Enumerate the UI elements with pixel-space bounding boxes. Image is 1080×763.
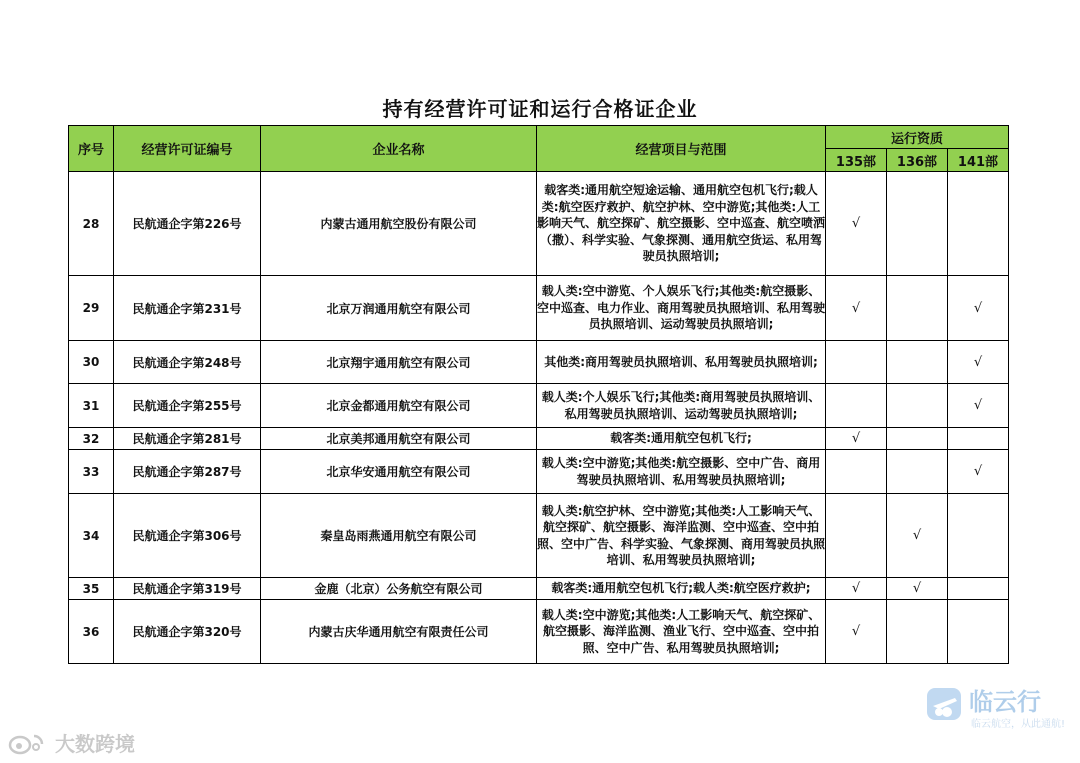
row-q141-check [948, 578, 1009, 600]
header-no: 序号 [69, 126, 114, 172]
table-row [69, 494, 1009, 578]
row-q135-check [826, 494, 887, 578]
row-q141-check: √ [948, 450, 1009, 494]
row-company: 北京翔宇通用航空有限公司 [261, 341, 537, 384]
row-company: 北京美邦通用航空有限公司 [261, 428, 537, 450]
header-scope: 经营项目与范围 [537, 126, 826, 172]
plane-cloud-icon [925, 684, 965, 724]
watermark-name: 临云行 [969, 688, 1041, 716]
watermark-logo-left [8, 728, 135, 758]
weibo-icon [8, 730, 48, 756]
row-license: 民航通企字第231号 [114, 276, 261, 341]
row-q136-check [887, 450, 948, 494]
row-license: 民航通企字第248号 [114, 341, 261, 384]
row-scope: 载人类:空中游览;其他类:航空摄影、空中广告、商用驾驶员执照培训、私用驾驶员执照培训; [537, 450, 826, 494]
row-q135-check [826, 384, 887, 428]
row-company: 北京金都通用航空有限公司 [261, 384, 537, 428]
row-company: 金鹿（北京）公务航空有限公司 [261, 578, 537, 600]
row-q136-check [887, 276, 948, 341]
header-q141: 141部 [948, 149, 1009, 172]
row-q135-check: √ [826, 600, 887, 664]
row-q141-check: √ [948, 384, 1009, 428]
row-scope: 载人类:航空护林、空中游览;其他类:人工影响天气、航空探矿、航空摄影、海洋监测、空中巡查、空中拍照、空中广告、科学实验、气象探测、商用驾驶员执照培训、私用驾驶员执照培训; [537, 494, 826, 578]
row-company: 内蒙古庆华通用航空有限责任公司 [261, 600, 537, 664]
row-no: 36 [69, 600, 114, 664]
row-no: 28 [69, 172, 114, 276]
row-q136-check [887, 172, 948, 276]
table-row [69, 341, 1009, 384]
row-company: 北京万润通用航空有限公司 [261, 276, 537, 341]
row-q141-check [948, 172, 1009, 276]
row-no: 30 [69, 341, 114, 384]
row-q136-check: √ [887, 578, 948, 600]
row-scope: 载人类:空中游览、个人娱乐飞行;其他类:航空摄影、空中巡查、电力作业、商用驾驶员执照培训、私用驾驶员执照培训、运动驾驶员执照培训; [537, 276, 826, 341]
row-q135-check: √ [826, 172, 887, 276]
row-no: 29 [69, 276, 114, 341]
row-q135-check [826, 450, 887, 494]
row-license: 民航通企字第306号 [114, 494, 261, 578]
row-q135-check: √ [826, 428, 887, 450]
row-license: 民航通企字第255号 [114, 384, 261, 428]
row-scope: 载人类:空中游览;其他类:人工影响天气、航空探矿、航空摄影、海洋监测、渔业飞行、空中巡查、空中拍照、空中广告、私用驾驶员执照培训; [537, 600, 826, 664]
company-table [68, 125, 1009, 664]
row-license: 民航通企字第281号 [114, 428, 261, 450]
row-scope: 载客类:通用航空包机飞行;载人类:航空医疗救护; [537, 578, 826, 600]
watermark-left-text: 大数跨境 [54, 732, 135, 756]
row-q141-check: √ [948, 276, 1009, 341]
row-no: 35 [69, 578, 114, 600]
header-license: 经营许可证编号 [114, 126, 261, 172]
row-license: 民航通企字第320号 [114, 600, 261, 664]
row-q141-check [948, 428, 1009, 450]
row-q135-check: √ [826, 578, 887, 600]
header-qualification: 运行资质 [826, 126, 1009, 149]
row-q141-check [948, 494, 1009, 578]
table-row [69, 600, 1009, 664]
row-q141-check: √ [948, 341, 1009, 384]
table-row [69, 450, 1009, 494]
watermark-slogan: 临云航空，从此通航! [971, 719, 1066, 730]
row-no: 32 [69, 428, 114, 450]
row-scope: 载客类:通用航空包机飞行; [537, 428, 826, 450]
table-row [69, 172, 1009, 276]
row-no: 33 [69, 450, 114, 494]
table-row [69, 276, 1009, 341]
header-q136: 136部 [887, 149, 948, 172]
row-scope: 其他类:商用驾驶员执照培训、私用驾驶员执照培训; [537, 341, 826, 384]
row-license: 民航通企字第319号 [114, 578, 261, 600]
table-row [69, 578, 1009, 600]
row-scope: 载人类:个人娱乐飞行;其他类:商用驾驶员执照培训、私用驾驶员执照培训、运动驾驶员执照培训; [537, 384, 826, 428]
row-q136-check [887, 384, 948, 428]
table-row [69, 428, 1009, 450]
row-q136-check [887, 600, 948, 664]
table-row [69, 384, 1009, 428]
row-license: 民航通企字第287号 [114, 450, 261, 494]
row-q135-check: √ [826, 276, 887, 341]
row-q141-check [948, 600, 1009, 664]
header-company: 企业名称 [261, 126, 537, 172]
row-scope: 载客类:通用航空短途运输、通用航空包机飞行;载人类:航空医疗救护、航空护林、空中游览;其他类:人工影响天气、航空探矿、航空摄影、空中巡查、航空喷洒（撒）、科学实验、气象探测、通用航空货运、私用驾驶员执照培训; [537, 172, 826, 276]
page-title: 持有经营许可证和运行合格证企业 [382, 97, 698, 121]
row-company: 秦皇岛雨燕通用航空有限公司 [261, 494, 537, 578]
row-q136-check [887, 341, 948, 384]
row-license: 民航通企字第226号 [114, 172, 261, 276]
header-q135: 135部 [826, 149, 887, 172]
row-no: 31 [69, 384, 114, 428]
row-q135-check [826, 341, 887, 384]
row-company: 北京华安通用航空有限公司 [261, 450, 537, 494]
watermark-logo-right [925, 682, 1065, 732]
row-q136-check [887, 428, 948, 450]
row-q136-check: √ [887, 494, 948, 578]
row-company: 内蒙古通用航空股份有限公司 [261, 172, 537, 276]
row-no: 34 [69, 494, 114, 578]
